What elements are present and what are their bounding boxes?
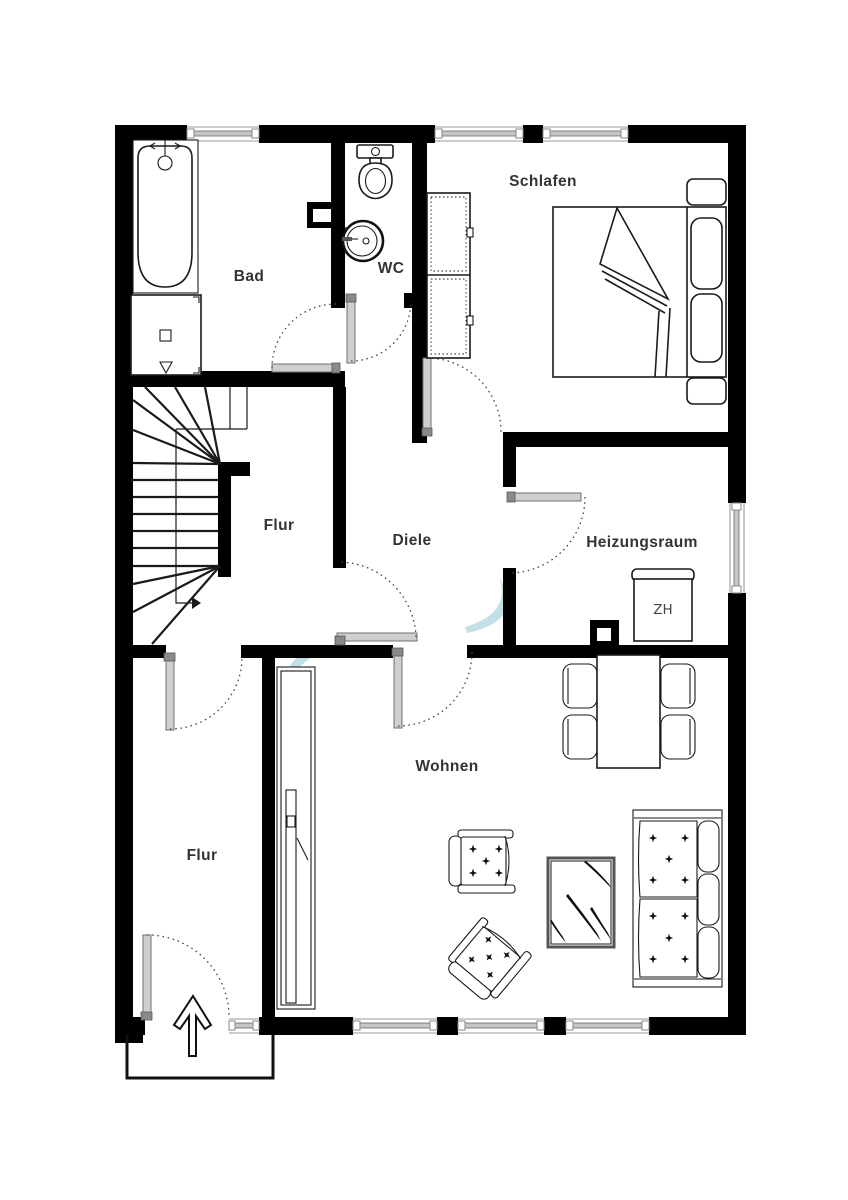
schlafen-furniture bbox=[427, 179, 726, 404]
table-top bbox=[597, 655, 660, 768]
coffee-table-icon bbox=[548, 858, 614, 947]
chimney-core bbox=[597, 628, 611, 641]
wash-basin-icon bbox=[342, 221, 383, 261]
window-schlafen-1 bbox=[435, 127, 523, 141]
wall-flur-wohnen bbox=[262, 658, 275, 1018]
wall-bottom bbox=[115, 1017, 145, 1035]
wall-bottom bbox=[544, 1017, 566, 1035]
window-bad bbox=[187, 127, 259, 141]
chimney-core bbox=[313, 209, 331, 222]
wall-bottom bbox=[649, 1017, 746, 1035]
wall-flur-diele bbox=[333, 387, 346, 568]
room-label-diele: Diele bbox=[392, 532, 432, 549]
wall-diele-heizung-unten bbox=[503, 568, 516, 647]
room-label-flur-unten: Flur bbox=[186, 847, 218, 864]
stair-direction-arrow bbox=[192, 597, 201, 609]
room-label-wc: WC bbox=[377, 260, 405, 277]
wall-left bbox=[115, 125, 133, 1035]
double-bed-icon bbox=[553, 179, 726, 404]
door-heizungsraum bbox=[507, 492, 585, 573]
pillow bbox=[691, 294, 722, 362]
wall-mitte bbox=[133, 645, 166, 658]
room-label-schlafen: Schlafen bbox=[509, 173, 577, 190]
wall-treppe-stub-v bbox=[218, 462, 231, 577]
bathtub-drain bbox=[158, 156, 172, 170]
room-label-wohnen: Wohnen bbox=[415, 758, 479, 775]
door-wc bbox=[346, 294, 411, 363]
window-wohnen-2 bbox=[458, 1019, 544, 1033]
wardrobe-icon bbox=[427, 193, 473, 358]
window-heizungsraum bbox=[730, 503, 744, 593]
washing-machine-icon bbox=[131, 295, 201, 375]
window-wohnen-1 bbox=[353, 1019, 437, 1033]
wall-right bbox=[728, 593, 746, 1035]
wall-bottom bbox=[437, 1017, 458, 1035]
door-flur-diele bbox=[335, 562, 417, 645]
wall-top bbox=[259, 125, 435, 143]
nightstand bbox=[687, 378, 726, 404]
room-label-flur-mitte: Flur bbox=[263, 517, 295, 534]
dining-table-icon bbox=[563, 655, 695, 768]
wall-diele-heizung-oben bbox=[503, 432, 516, 487]
wall-bottom-stub bbox=[115, 1035, 143, 1043]
armchair-icon bbox=[442, 915, 533, 1006]
wall-mitte bbox=[241, 645, 393, 658]
door-diele-wohnen bbox=[392, 648, 472, 728]
window-schlafen-2 bbox=[543, 127, 628, 141]
door-bad bbox=[272, 304, 340, 373]
bad-fixtures bbox=[131, 140, 201, 375]
wall-schlafen-sued bbox=[505, 432, 728, 447]
wall-right bbox=[728, 125, 746, 503]
wc-fixtures bbox=[342, 145, 393, 261]
room-label-bad: Bad bbox=[233, 268, 265, 285]
watermark-swoosh-right bbox=[465, 577, 507, 633]
vestibule-outline bbox=[127, 1035, 273, 1078]
wall-top bbox=[523, 125, 543, 143]
door-flur-flur bbox=[164, 653, 242, 730]
armchair-icon bbox=[449, 830, 515, 893]
door-schlafen bbox=[422, 358, 501, 436]
heating-unit-label: ZH bbox=[653, 602, 673, 618]
cabinet-icon bbox=[277, 667, 315, 1009]
entrance-arrow-icon bbox=[174, 996, 211, 1056]
pillow bbox=[691, 218, 722, 289]
window-eingang-seite bbox=[229, 1019, 259, 1033]
toilet-icon bbox=[357, 145, 393, 199]
wohnen-furniture bbox=[277, 655, 722, 1009]
sofa-icon bbox=[633, 810, 722, 987]
window-wohnen-3 bbox=[566, 1019, 649, 1033]
nightstand bbox=[687, 179, 726, 205]
room-label-heizungsraum: Heizungsraum bbox=[586, 534, 698, 551]
wall-bottom bbox=[259, 1017, 353, 1035]
